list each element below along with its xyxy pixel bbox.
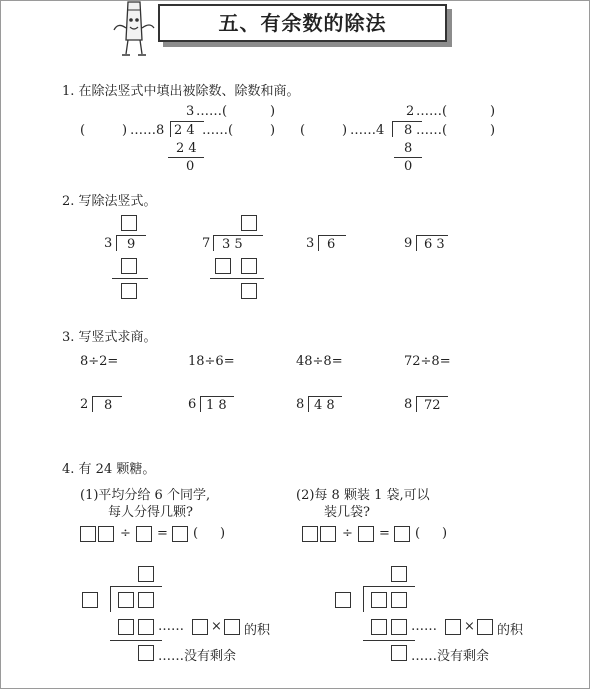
- q2-2-product-ones-box[interactable]: [241, 258, 257, 274]
- q4-1-vert-rule: [110, 640, 162, 641]
- q4-1-vert-remainder-note: ……没有剩余: [158, 649, 237, 664]
- q4-1-vert-quotient-box[interactable]: [138, 566, 154, 582]
- q4-sub1-line2: 每人分得几颗?: [108, 505, 193, 520]
- q4-1-dividend-tens-box[interactable]: [80, 526, 96, 542]
- q4-2-dividend-ones-box[interactable]: [320, 526, 336, 542]
- q4-1-vert-product-tens-box[interactable]: [118, 619, 134, 635]
- pencil-mascot-icon: [110, 0, 158, 60]
- q1-left-quotient: 3: [186, 104, 195, 119]
- q4-1-vert-dividend-tens-box[interactable]: [118, 592, 134, 608]
- q2-2-dividend: 3 5: [222, 237, 243, 252]
- q4-1-dividend-ones-box[interactable]: [98, 526, 114, 542]
- q1-right-close-top: ): [490, 104, 496, 119]
- q4-1-vert-times: ×: [211, 619, 222, 634]
- q4-1-paren-open: (: [193, 526, 199, 541]
- q4-1-eq-sign: =: [157, 526, 168, 541]
- q1-right-open-paren: (: [300, 123, 306, 138]
- q3-2-dividend: 1 8: [206, 398, 227, 413]
- q1-right-rule: [394, 157, 422, 158]
- q3-4-bracket-side: [416, 396, 417, 412]
- q4-2-vert-product-suffix: 的积: [497, 623, 524, 638]
- q4-1-vert-bracket-top: [110, 586, 162, 587]
- q4-1-vert-bracket-side: [110, 586, 111, 612]
- q1-left-remainder: 0: [186, 159, 195, 174]
- q2-1-remainder-box[interactable]: [121, 283, 137, 299]
- q4-2-vert-product-ones-box[interactable]: [391, 619, 407, 635]
- q2-1-bracket-side: [116, 235, 117, 251]
- q3-3-divisor: 8: [296, 397, 305, 412]
- q2-2-rule: [210, 278, 264, 279]
- q4-2-vert-factor2-box[interactable]: [477, 619, 493, 635]
- q3-2-bracket-side: [200, 396, 201, 412]
- q4-1-vert-divisor-box[interactable]: [82, 592, 98, 608]
- q1-right-dots-mid: ……(: [416, 123, 448, 138]
- q2-3-bracket-side: [318, 235, 319, 251]
- q3-4-divisor: 8: [404, 397, 413, 412]
- q3-3-dividend: 4 8: [314, 398, 335, 413]
- q3-4-dividend: 72: [424, 398, 441, 413]
- q4-1-paren-close: ): [220, 526, 226, 541]
- q4-2-vert-bracket-side: [363, 586, 364, 612]
- q1-left-close-top: ): [270, 104, 276, 119]
- q1-right-divisor-chain: ……4: [350, 123, 385, 138]
- q4-1-vert-product-suffix: 的积: [244, 623, 271, 638]
- q2-4-bracket-top: [416, 235, 448, 236]
- q3-1-divisor: 2: [80, 397, 89, 412]
- q4-2-vert-divisor-box[interactable]: [335, 592, 351, 608]
- q1-left-close-mid: ): [122, 123, 128, 138]
- q1-right-dividend: 8: [404, 123, 413, 138]
- q2-2-divisor: 7: [202, 236, 211, 251]
- q2-1-product-box[interactable]: [121, 258, 137, 274]
- q3-prompt: 3. 写竖式求商。: [62, 330, 157, 345]
- q1-right-close-mid: ): [342, 123, 348, 138]
- q1-right-quotient: 2: [406, 104, 415, 119]
- q4-2-vert-quotient-box[interactable]: [391, 566, 407, 582]
- q1-left-close-mid2: ): [270, 123, 276, 138]
- q4-1-vert-factor2-box[interactable]: [224, 619, 240, 635]
- q3-equation-2: 18÷6=: [188, 354, 235, 369]
- q1-left-divisor-chain: ……8: [130, 123, 165, 138]
- page-title: 五、有余数的除法: [158, 4, 447, 42]
- q2-2-quotient-box[interactable]: [241, 215, 257, 231]
- q1-right-bracket-side: [392, 121, 393, 137]
- q1-left-dots-top: ……(: [196, 104, 228, 119]
- q1-right-remainder: 0: [404, 159, 413, 174]
- q4-2-eq-sign: =: [379, 526, 390, 541]
- q4-2-vert-product-tens-box[interactable]: [371, 619, 387, 635]
- q3-2-bracket-top: [200, 396, 234, 397]
- q1-left-open-paren: (: [80, 123, 86, 138]
- q4-2-dividend-tens-box[interactable]: [302, 526, 318, 542]
- q4-2-vert-rule: [363, 640, 415, 641]
- q2-2-bracket-side: [213, 235, 214, 251]
- q4-2-vert-times: ×: [464, 619, 475, 634]
- q4-1-result-box[interactable]: [172, 526, 188, 542]
- q4-2-vert-factor1-box[interactable]: [445, 619, 461, 635]
- q2-2-product-tens-box[interactable]: [215, 258, 231, 274]
- q4-2-result-box[interactable]: [394, 526, 410, 542]
- q2-3-divisor: 3: [306, 236, 315, 251]
- q2-4-dividend: 6 3: [424, 237, 445, 252]
- q1-left-dots-mid: ……(: [202, 123, 234, 138]
- q2-prompt: 2. 写除法竖式。: [62, 194, 157, 209]
- q4-1-div-sign: ÷: [120, 526, 131, 541]
- q3-1-bracket-top: [92, 396, 122, 397]
- q4-2-vert-dividend-tens-box[interactable]: [371, 592, 387, 608]
- q4-2-divisor-box[interactable]: [358, 526, 374, 542]
- q1-right-dots-top: ……(: [416, 104, 448, 119]
- q1-right-close-mid2: ): [490, 123, 496, 138]
- q4-sub2-line2: 装几袋?: [324, 505, 370, 520]
- q3-1-bracket-side: [92, 396, 93, 412]
- q3-3-bracket-side: [308, 396, 309, 412]
- q3-1-dividend: 8: [104, 398, 113, 413]
- q1-left-dividend: 2 4: [174, 123, 195, 138]
- q4-2-vert-product-note: ……: [411, 619, 437, 634]
- q4-sub2-line1: (2)每 8 颗装 1 袋,可以: [296, 488, 430, 503]
- q3-4-bracket-top: [416, 396, 448, 397]
- q1-prompt: 1. 在除法竖式中填出被除数、除数和商。: [62, 84, 300, 99]
- q3-equation-3: 48÷8=: [296, 354, 343, 369]
- q2-3-bracket-top: [318, 235, 346, 236]
- q4-2-vert-remainder-box[interactable]: [391, 645, 407, 661]
- q4-sub1-line1: (1)平均分给 6 个同学,: [80, 488, 211, 503]
- q4-1-vert-remainder-box[interactable]: [138, 645, 154, 661]
- q3-3-bracket-top: [308, 396, 342, 397]
- q4-2-vert-remainder-note: ……没有剩余: [411, 649, 490, 664]
- q1-right-bracket-top: [392, 121, 422, 122]
- q4-1-vert-product-ones-box[interactable]: [138, 619, 154, 635]
- q2-1-bracket-top: [116, 235, 146, 236]
- q2-1-rule: [112, 278, 148, 279]
- q2-2-bracket-top: [213, 235, 263, 236]
- q4-1-vert-product-note: ……: [158, 619, 184, 634]
- q2-4-divisor: 9: [404, 236, 413, 251]
- q4-2-vert-bracket-top: [363, 586, 415, 587]
- q1-left-rule: [168, 157, 204, 158]
- q4-prompt: 4. 有 24 颗糖。: [62, 462, 156, 477]
- q1-left-bracket-side: [170, 121, 171, 137]
- q2-4-bracket-side: [416, 235, 417, 251]
- q4-1-vert-factor1-box[interactable]: [192, 619, 208, 635]
- q2-1-divisor: 3: [104, 236, 113, 251]
- q1-left-product: 2 4: [176, 141, 197, 156]
- q3-equation-1: 8÷2=: [80, 354, 119, 369]
- q1-right-product: 8: [404, 141, 413, 156]
- q1-left-bracket-top: [170, 121, 204, 122]
- q4-1-vert-dividend-ones-box[interactable]: [138, 592, 154, 608]
- q4-2-vert-dividend-ones-box[interactable]: [391, 592, 407, 608]
- q2-2-remainder-box[interactable]: [241, 283, 257, 299]
- q2-1-quotient-box[interactable]: [121, 215, 137, 231]
- q4-2-paren-close: ): [442, 526, 448, 541]
- q4-2-div-sign: ÷: [342, 526, 353, 541]
- q4-2-paren-open: (: [415, 526, 421, 541]
- q2-1-dividend: 9: [127, 237, 136, 252]
- q3-2-divisor: 6: [188, 397, 197, 412]
- q3-equation-4: 72÷8=: [404, 354, 451, 369]
- q2-3-dividend: 6: [327, 237, 336, 252]
- q4-1-divisor-box[interactable]: [136, 526, 152, 542]
